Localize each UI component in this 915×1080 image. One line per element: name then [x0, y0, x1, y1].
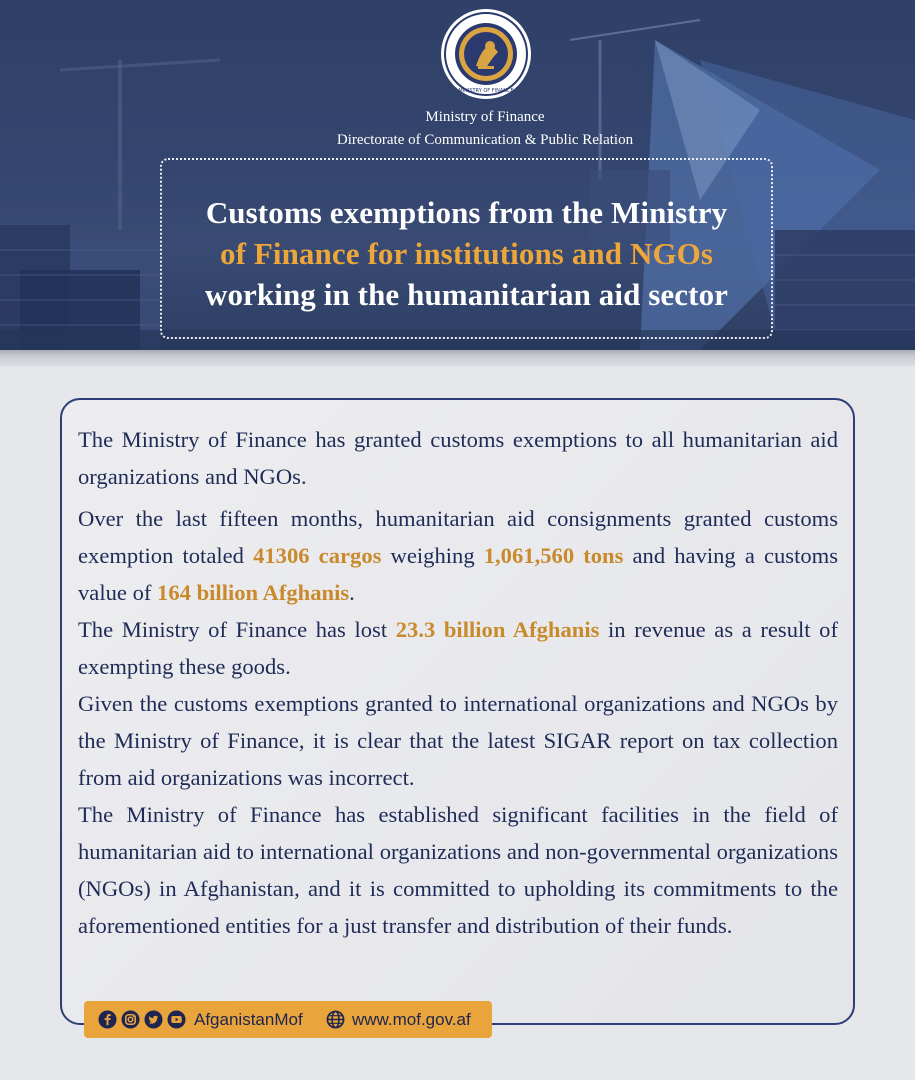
header-banner [0, 0, 915, 350]
paragraph-2 [78, 500, 838, 611]
social-handle[interactable]: AfganistanMof [194, 1010, 303, 1029]
paragraph-3-text-b: in revenue as a result of exempting these goods. [78, 617, 838, 679]
instagram-icon[interactable] [121, 1010, 140, 1029]
customs-value: 164 billion Afghanis [157, 580, 350, 605]
youtube-icon[interactable] [167, 1010, 186, 1029]
paragraph-3 [78, 611, 838, 685]
facebook-icon[interactable] [98, 1010, 117, 1029]
paragraph-5: The Ministry of Finance has established significant facilities in the field of humanitarian aid to international organizations and non-governmental organizations (NGOs) in Afghanistan, and it is committed to upholding its commitments to the aforementioned entities for a just transfer and distribution of their funds. [78, 802, 838, 938]
ministry-seal-logo [440, 8, 532, 100]
paragraph-2-text-a: Over the last fifteen months, humanitarian aid consignments granted customs exemption totaled [78, 506, 838, 568]
social-footer [84, 1001, 492, 1038]
paragraph-2-text-b: weighing [381, 543, 484, 568]
title-line-2: of Finance for institutions and NGOs [219, 236, 714, 271]
divider-strip [0, 350, 915, 366]
paragraph-1: The Ministry of Finance has granted customs exemptions to all humanitarian aid organizations and NGOs. [78, 427, 838, 489]
cargo-count: 41306 cargos [253, 543, 382, 568]
department-name: Directorate of Communication & Public Relation [336, 132, 634, 148]
title-line-3: working in the humanitarian aid sector [204, 277, 729, 312]
paragraph-3-text-a: The Ministry of Finance has lost [78, 617, 396, 642]
globe-icon [326, 1010, 345, 1029]
svg-text:MINISTRY OF FINANCE: MINISTRY OF FINANCE [458, 88, 514, 94]
cargo-weight: 1,061,560 tons [483, 543, 624, 568]
revenue-loss: 23.3 billion Afghanis [395, 617, 600, 642]
paragraph-2-text-d: . [349, 580, 355, 605]
paragraph-2-text-c: and having a customs value of [78, 543, 839, 605]
title-line-1: Customs exemptions from the Ministry [205, 195, 728, 230]
paragraph-4: Given the customs exemptions granted to international organizations and NGOs by the Ministry of Finance, it is clear that the latest SIGAR report on tax collection from aid organizations was incorrect. [78, 691, 838, 790]
org-name: Ministry of Finance [425, 109, 545, 125]
website-link[interactable]: www.mof.gov.af [352, 1010, 471, 1029]
twitter-icon[interactable] [144, 1010, 163, 1029]
